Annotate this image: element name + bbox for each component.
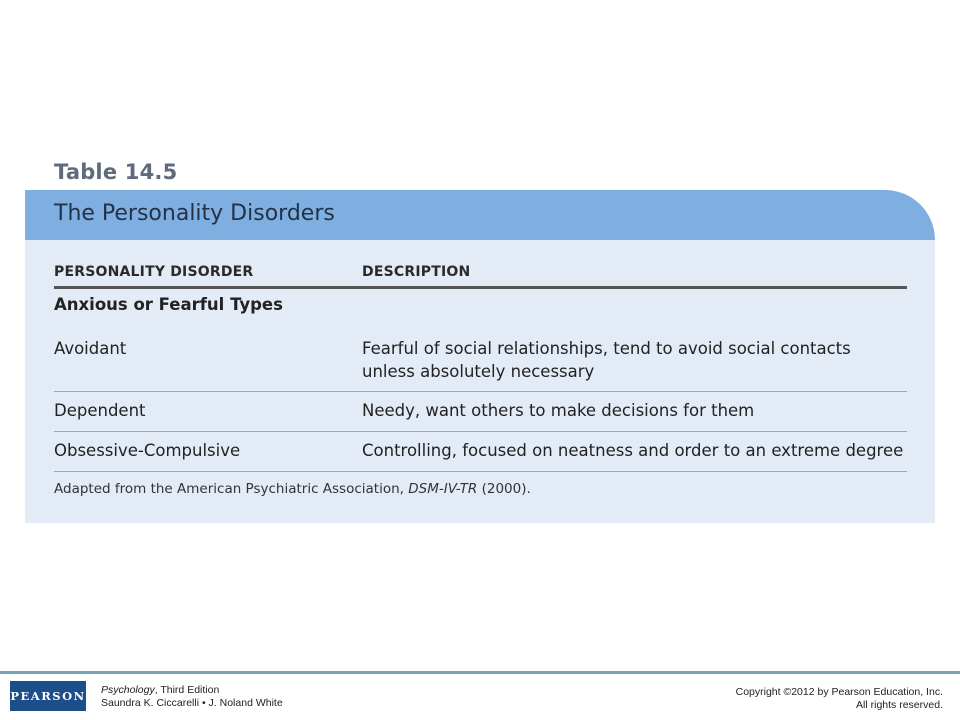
- book-title-line: [101, 684, 283, 697]
- row-divider: [54, 391, 907, 392]
- group-title: Anxious or Fearful Types: [54, 295, 283, 314]
- table-row-description: Fearful of social relationships, tend to avoid social contacts unless absolutely necessary: [362, 339, 851, 381]
- copyright: [736, 686, 943, 712]
- book-info: [101, 684, 283, 710]
- column-header-disorder: PERSONALITY DISORDER: [54, 264, 254, 280]
- source-note-prefix: Adapted from the American Psychiatric Association,: [54, 481, 409, 497]
- book-edition: , Third Edition: [154, 684, 220, 696]
- table-row-disorder: Dependent: [54, 401, 146, 420]
- source-note-suffix: (2000).: [477, 481, 531, 497]
- source-note-title: DSM-IV-TR: [408, 481, 478, 497]
- column-header-description: DESCRIPTION: [362, 264, 471, 280]
- table-row-description: Needy, want others to make decisions for them: [362, 401, 755, 420]
- table-row-disorder: Avoidant: [54, 339, 127, 358]
- book-title: Psychology: [101, 684, 155, 696]
- source-note: [54, 481, 531, 497]
- pearson-logo: [10, 681, 86, 711]
- row-divider: [54, 431, 907, 432]
- row-divider: [54, 471, 907, 472]
- table-row-disorder: Obsessive-Compulsive: [54, 441, 241, 460]
- table-title-bar: [25, 190, 935, 240]
- footer-divider: [0, 671, 960, 674]
- table-body: [25, 240, 935, 523]
- logo-text: PEARSON: [10, 689, 86, 703]
- table-label: Table 14.5: [54, 160, 178, 184]
- rights-line: All rights reserved.: [856, 699, 943, 711]
- header-divider: [54, 286, 907, 289]
- table-row-description: Controlling, focused on neatness and order to an extreme degree: [362, 441, 904, 460]
- book-authors: Saundra K. Ciccarelli • J. Noland White: [101, 697, 283, 709]
- copyright-line: Copyright ©2012 by Pearson Education, Inc.: [735, 686, 943, 698]
- table-title: The Personality Disorders: [54, 201, 335, 226]
